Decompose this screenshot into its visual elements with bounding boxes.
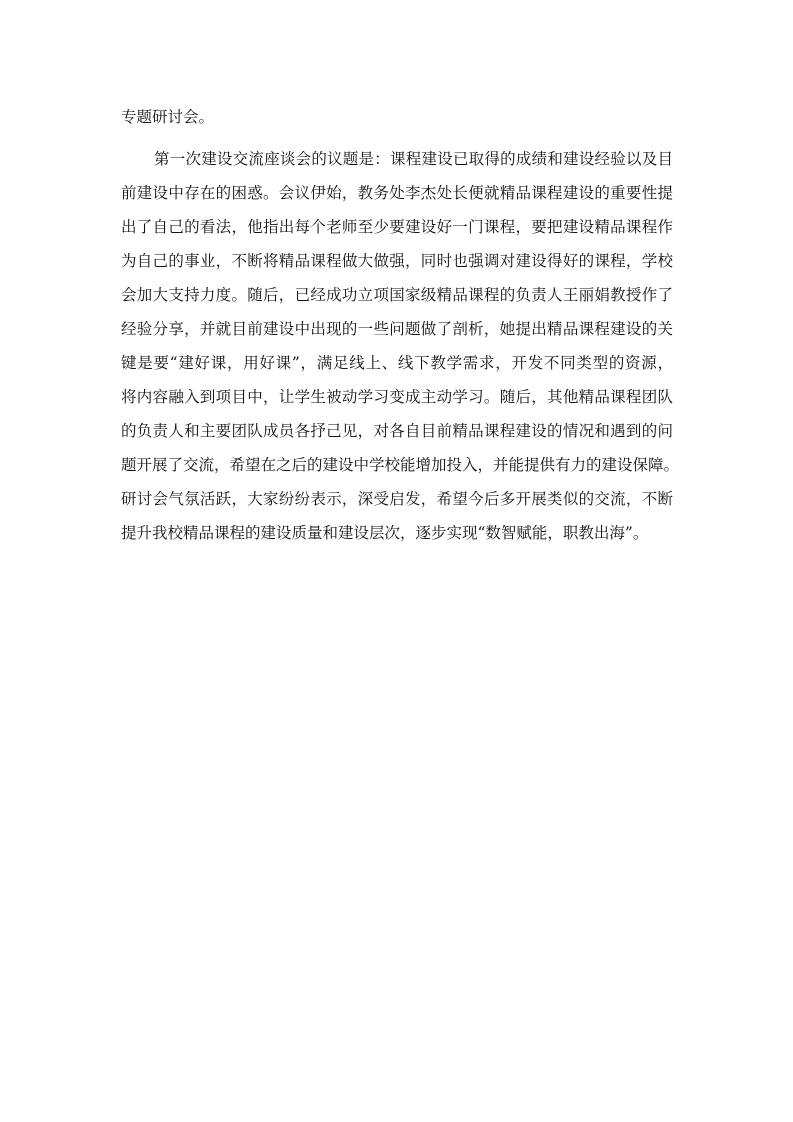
text-line: 题开展了交流，希望在之后的建设中学校能增加投入，并能提供有力的建设保障。 [121,456,680,474]
text-line: 会加大支持力度。随后，已经成功立项国家级精品课程的负责人王丽娟教授作了 [121,286,673,304]
text-line: 第一次建设交流座谈会的议题是：课程建设已取得的成绩和建设经验以及目 [154,150,673,168]
text-line: 研讨会气氛活跃，大家纷纷表示，深受启发，希望今后多开展类似的交流，不断 [121,490,673,508]
text-line: 键是要“建好课，用好课”，满足线上、线下教学需求，开发不同类型的资源， [121,354,673,372]
text-line: 将内容融入到项目中，让学生被动学习变成主动学习。随后，其他精品课程团队 [121,388,673,406]
text-line: 的负责人和主要团队成员各抒己见，对各自目前精品课程建设的情况和遇到的问 [121,422,673,440]
text-line: 前建设中存在的困惑。会议伊始，教务处李杰处长便就精品课程建设的重要性提 [121,184,673,202]
text-line: 经验分享，并就目前建设中出现的一些问题做了剖析，她提出精品课程建设的关 [121,320,673,338]
text-line: 提升我校精品课程的建设质量和建设层次，逐步实现“数智赋能，职教出海”。 [121,524,649,542]
paragraph-gap [121,134,673,142]
text-line: 为自己的事业，不断将精品课程做大做强，同时也强调对建设得好的课程，学校 [121,252,673,270]
text-line: 出了自己的看法，他指出每个老师至少要建设好一门课程，要把建设精品课程作 [121,218,673,236]
text-line: 专题研讨会。 [121,108,215,126]
document-body [121,100,680,550]
